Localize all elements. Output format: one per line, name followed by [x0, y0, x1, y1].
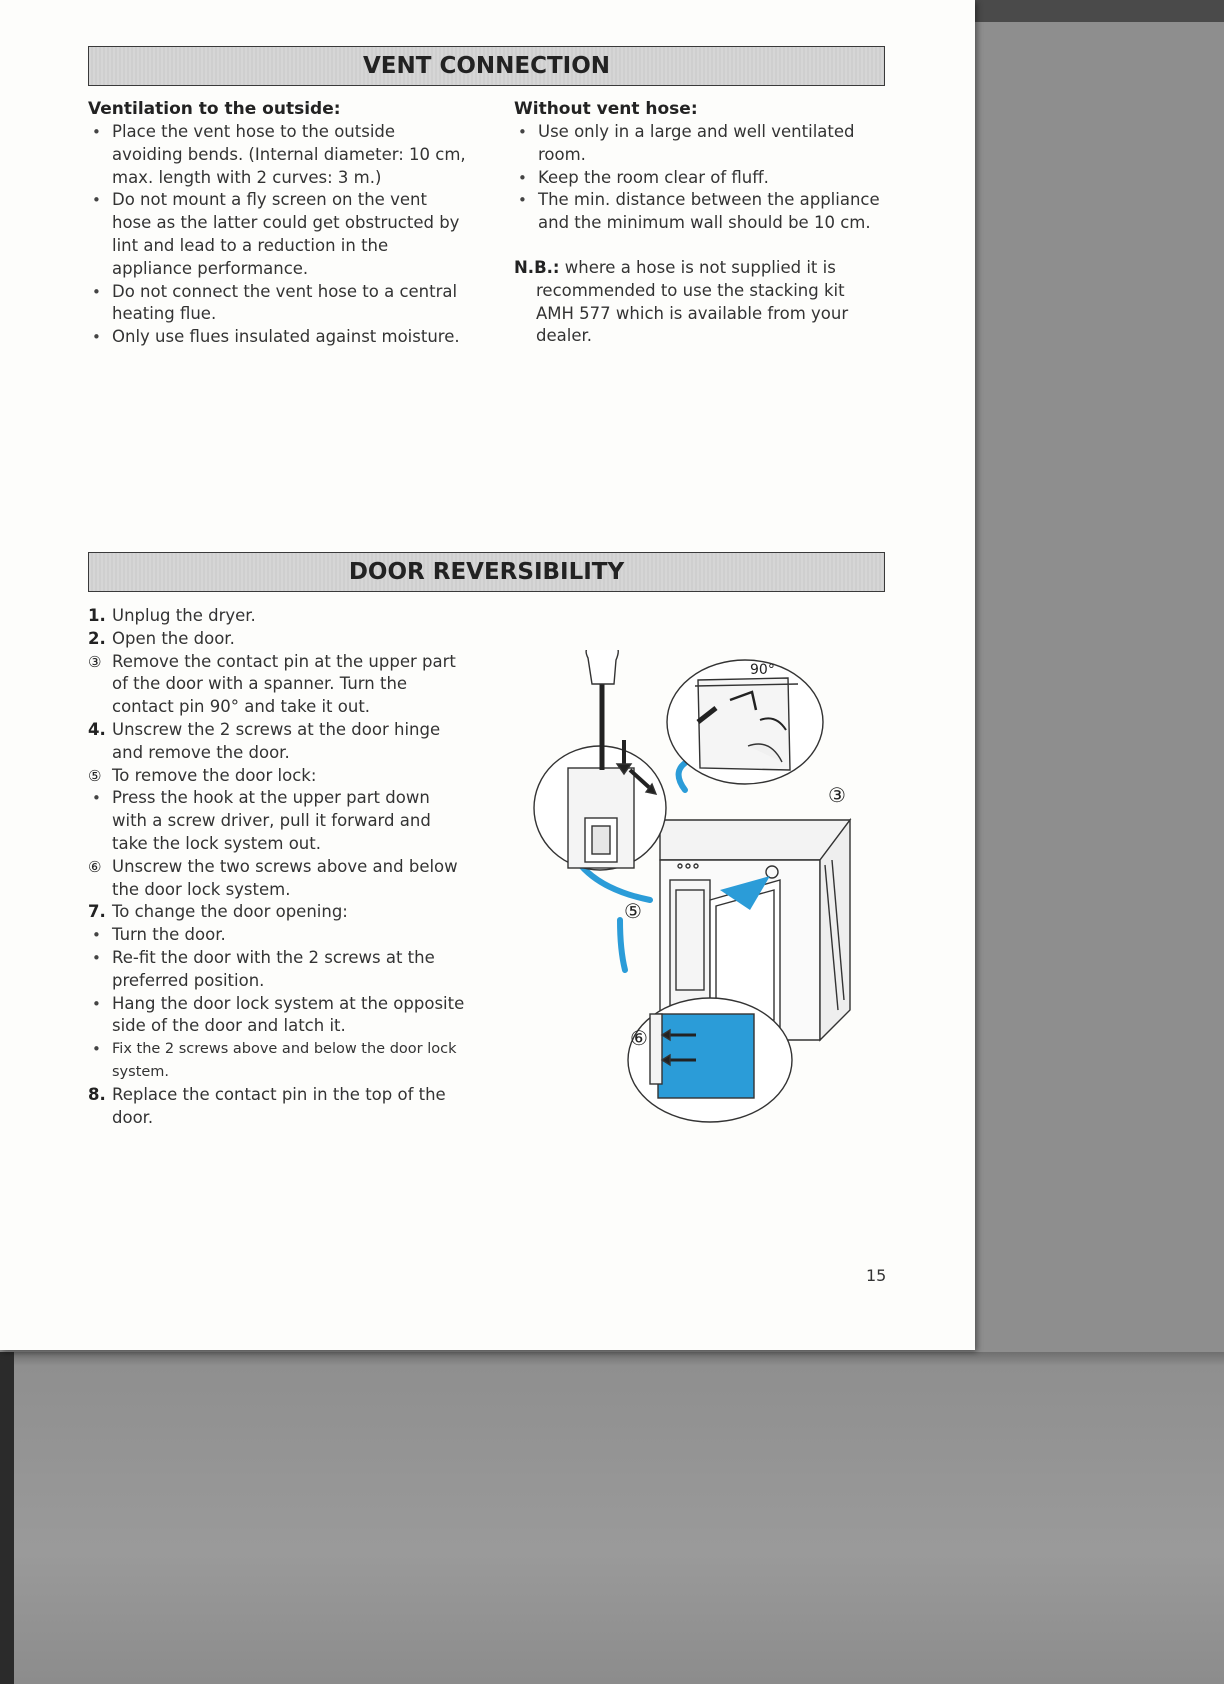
step-marker: • [92, 926, 101, 945]
step-text: Fix the 2 screws above and below the door lock system. [112, 1041, 457, 1080]
step-item [88, 765, 468, 788]
step-marker: ③ [88, 652, 102, 671]
step-marker: • [92, 948, 101, 967]
step-text: To change the door opening: [112, 902, 348, 922]
door-reversal-illustration [520, 650, 870, 1130]
nb-note [514, 257, 886, 348]
step-text: Re-fit the door with the 2 screws at the preferred position. [112, 947, 435, 990]
step-item [88, 924, 468, 947]
door-lock-screws-detail [628, 998, 792, 1122]
step-marker: 4. [88, 719, 106, 739]
step-text: Unplug the dryer. [112, 606, 256, 625]
list-item: • Only use flues insulated against moisture. [88, 326, 468, 349]
step-marker: • [92, 994, 101, 1013]
step-text: Unscrew the two screws above and below the door lock system. [112, 856, 458, 899]
door-steps [88, 605, 468, 1129]
door-reversibility-title: DOOR REVERSIBILITY [88, 552, 885, 592]
vent-left-column [88, 98, 468, 349]
callout-6: ⑥ [630, 1026, 648, 1050]
scanner-background-bottom [0, 1352, 1224, 1684]
nb-text: where a hose is not supplied it is recommended to use the stacking kit AMH 577 which is available from your dealer. [536, 257, 849, 346]
step-text: Replace the contact pin in the top of the door. [112, 1084, 446, 1127]
step-item [88, 947, 468, 993]
scanner-edge [0, 1352, 14, 1684]
step-marker: 1. [88, 606, 106, 625]
step-item [88, 651, 468, 719]
vent-right-column [514, 98, 886, 348]
contact-pin-detail [667, 660, 846, 807]
angle-label: 90° [750, 662, 775, 678]
step-text: To remove the door lock: [112, 765, 317, 785]
step-text: Press the hook at the upper part down with a screw driver, pull it forward and take the lock system out. [112, 788, 431, 853]
step-item [88, 993, 468, 1039]
step-text: Turn the door. [112, 925, 226, 945]
list-item: • Keep the room clear of fluff. [514, 167, 886, 190]
step-marker: ⑤ [88, 766, 102, 785]
step-text: Open the door. [112, 628, 235, 648]
without-vent-hose-heading: Without vent hose: [514, 99, 698, 119]
step-text: Remove the contact pin at the upper part of the door with a spanner. Turn the contact pin 90° and take it out. [112, 651, 456, 717]
step-text: Unscrew the 2 screws at the door hinge and remove the door. [112, 719, 441, 762]
step-text: Hang the door lock system at the opposite side of the door and latch it. [112, 993, 465, 1036]
step-marker: • [92, 1040, 101, 1059]
hand-icon [586, 650, 618, 684]
list-item: • The min. distance between the appliance and the minimum wall should be 10 cm. [514, 189, 886, 235]
step-item [88, 1038, 468, 1084]
page-number: 15 [866, 1266, 887, 1285]
list-item: • Do not connect the vent hose to a central heating flue. [88, 281, 468, 327]
vent-connection-title: VENT CONNECTION [88, 46, 885, 86]
step-marker: ⑥ [88, 857, 102, 876]
callout-5: ⑤ [624, 899, 642, 923]
step-marker: • [92, 789, 101, 808]
step-item [88, 1084, 468, 1130]
ventilation-outside-list [88, 121, 468, 349]
callout-3: ③ [828, 783, 846, 807]
without-vent-hose-list [514, 121, 886, 235]
step-marker: 7. [88, 902, 106, 922]
list-item: • Place the vent hose to the outside avoiding bends. (Internal diameter: 10 cm, max. length with 2 curves: 3 m.) [88, 121, 468, 189]
step-item [88, 628, 468, 651]
step-item [88, 719, 468, 765]
step-item [88, 856, 468, 902]
step-item [88, 901, 468, 924]
ventilation-outside-heading: Ventilation to the outside: [88, 99, 341, 119]
step-item [88, 605, 468, 628]
step-marker: 8. [88, 1084, 106, 1104]
list-item: • Use only in a large and well ventilated room. [514, 121, 886, 167]
step-marker: 2. [88, 628, 106, 648]
list-item: • Do not mount a fly screen on the vent hose as the latter could get obstructed by lint and lead to a reduction in the appliance performance. [88, 189, 468, 280]
scanner-background-top [972, 0, 1224, 22]
nb-label: N.B.: [514, 257, 560, 277]
step-item [88, 787, 468, 855]
